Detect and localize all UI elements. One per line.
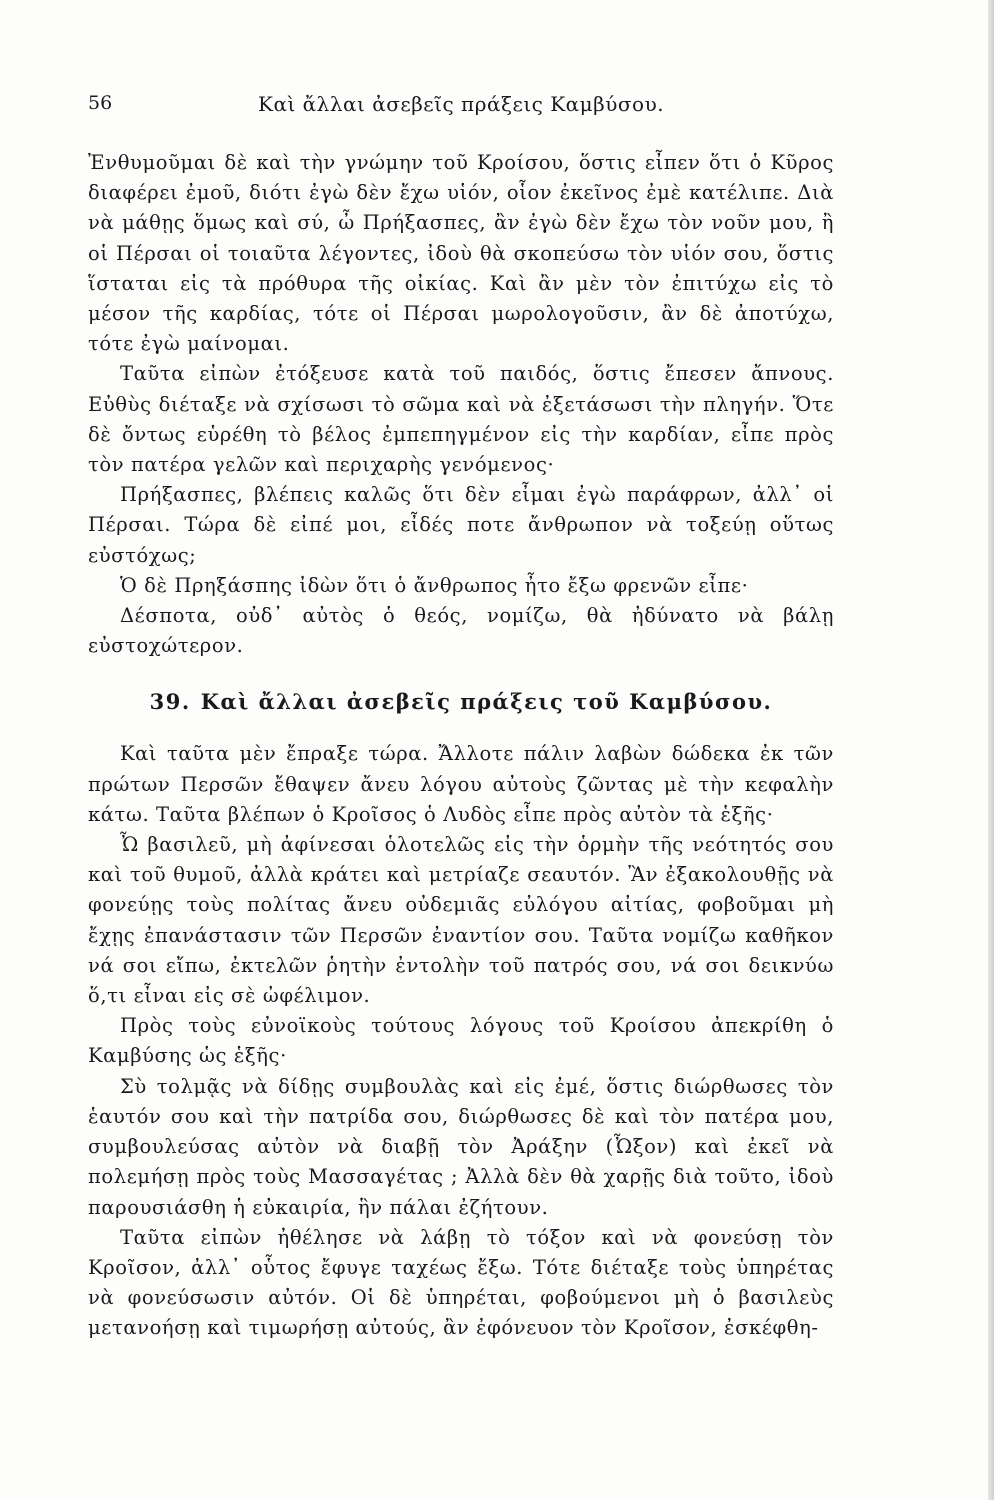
running-title: Καὶ ἄλλαι ἀσεβεῖς πράξεις Καμβύσου. [258,92,665,116]
paragraph: Σὺ τολμᾷς νὰ δίδῃς συμβουλὰς καὶ εἰς ἐμέ, ὅστις διώρθωσες τὸν ἑαυτόν σου καὶ τὴν πατρίδα σου, διώρθωσες δὲ καὶ τὸν πατέρα μου, συμβουλεύσας αὐτὸν νὰ διαβῇ τὸν Ἀράξην (Ὦξον) καὶ ἐκεῖ νὰ πολεμήσῃ πρὸς τοὺς Μασσαγέτας ; Ἀλλὰ δὲν θὰ χαρῇς διὰ τοῦτο, ἰδοὺ παρουσιάσθη ἡ εὐκαιρία, ἣν πάλαι ἐζήτουν. [88,1074,834,1219]
paragraph: Ἐνθυμοῦμαι δὲ καὶ τὴν γνώμην τοῦ Κροίσου, ὅστις εἶπεν ὅτι ὁ Κῦρος διαφέρει ἐμοῦ, διότι ἐγὼ δὲν ἔχω υἱόν, οἷον ἐκεῖνος ἐμὲ κατέλιπε. Διὰ νὰ μάθῃς ὅμως καὶ σύ, ὦ Πρήξασπες, ἂν ἐγὼ δὲν ἔχω τὸν νοῦν μου, ἢ οἱ Πέρσαι οἱ τοιαῦτα λέγοντες, ἰδοὺ θὰ σκοπεύσω τὸν υἱόν σου, ὅστις ἵσταται εἰς τὰ πρόθυρα τῆς οἰκίας. Καὶ ἂν μὲν τὸν ἐπιτύχω εἰς τὸ μέσον τῆς καρδίας, τότε οἱ Πέρσαι μωρολογοῦσιν, ἂν δὲ ἀποτύχω, τότε ἐγὼ μαίνομαι. [88,151,834,356]
paragraph: Πρήξασπες, βλέπεις καλῶς ὅτι δὲν εἶμαι ἐγὼ παράφρων, ἀλλ᾽ οἱ Πέρσαι. Τώρα δὲ εἰπέ μοι, εἶδές ποτε ἄνθρωπον νὰ τοξεύῃ οὕτως εὐστόχως; [88,483,834,567]
section-heading [88,687,834,717]
page-header [88,92,838,122]
paragraph: Πρὸς τοὺς εὐνοϊκοὺς τούτους λόγους τοῦ Κροίσου ἀπεκρίθη ὁ Καμβύσης ὡς ἑξῆς· [88,1014,834,1068]
paragraph: Ὁ δὲ Πρηξάσπης ἰδὼν ὅτι ὁ ἄνθρωπος ἦτο ἔξω φρενῶν εἶπε· [120,573,749,597]
paragraph: Καὶ ταῦτα μὲν ἔπραξε τώρα. Ἄλλοτε πάλιν λαβὼν δώδεκα ἐκ τῶν πρώτων Περσῶν ἔθαψεν ἄνευ λόγου αὐτοὺς ζῶντας μὲ τὴν κεφαλὴν κάτω. Ταῦτα βλέπων ὁ Κροῖσος ὁ Λυδὸς εἶπε πρὸς αὐτὸν τὰ ἑξῆς· [88,742,834,826]
paragraph: Δέσποτα, οὐδ᾽ αὐτὸς ὁ θεός, νομίζω, θὰ ἠδύνατο νὰ βάλῃ εὐστοχώτερον. [88,604,834,658]
paragraph: Ὦ βασιλεῦ, μὴ ἀφίνεσαι ὁλοτελῶς εἰς τὴν ὁρμὴν τῆς νεότητός σου καὶ τοῦ θυμοῦ, ἀλλὰ κράτει καὶ μετρίαζε σεαυτόν. Ἂν ἐξακολουθῇς νὰ φονεύῃς τοὺς πολίτας ἄνευ οὐδεμιᾶς εὐλόγου αἰτίας, φοβοῦμαι μὴ ἔχῃς ἐπανάστασιν τῶν Περσῶν ἐναντίον σου. Ταῦτα νομίζω καθῆκον νά σοι εἴπω, ἐκτελῶν ῥητὴν ἐντολὴν τοῦ πατρός σου, νά σοι δεικνύω ὅ,τι εἶναι εἰς σὲ ὠφέλιμον. [88,833,834,1008]
paragraph: Ταῦτα εἰπὼν ἐτόξευσε κατὰ τοῦ παιδός, ὅστις ἔπεσεν ἄπνους. Εὐθὺς διέταξε νὰ σχίσωσι τὸ σῶμα καὶ νὰ ἐξετάσωσι τὴν πληγήν. Ὅτε δὲ ὄντως εὑρέθη τὸ βέλος ἐμπεπηγμένον εἰς τὴν καρδίαν, εἶπε πρὸς τὸν πατέρα γελῶν καὶ περιχαρὴς γενόμενος· [88,362,834,477]
section-title: Καὶ ἄλλαι ἀσεβεῖς πράξεις τοῦ Καμβύσου. [200,689,773,715]
paragraph: Ταῦτα εἰπὼν ἠθέλησε νὰ λάβῃ τὸ τόξον καὶ νὰ φονεύσῃ τὸν Κροῖσον, ἀλλ᾽ οὗτος ἔφυγε ταχέως ἔξω. Τότε διέταξε τοὺς ὑπηρέτας νὰ φονεύσωσιν αὐτόν. Οἱ δὲ ὑπηρέται, φοβούμενοι μὴ ὁ βασιλεὺς μετανοήσῃ καὶ τιμωρήσῃ αὐτούς, ἂν ἐφόνευον τὸν Κροῖσον, ἐσκέφθη- [88,1225,834,1340]
body-text [88,148,834,1344]
section-number: 39. [149,689,191,715]
scan-edge [988,0,994,1500]
page-number: 56 [88,92,113,114]
